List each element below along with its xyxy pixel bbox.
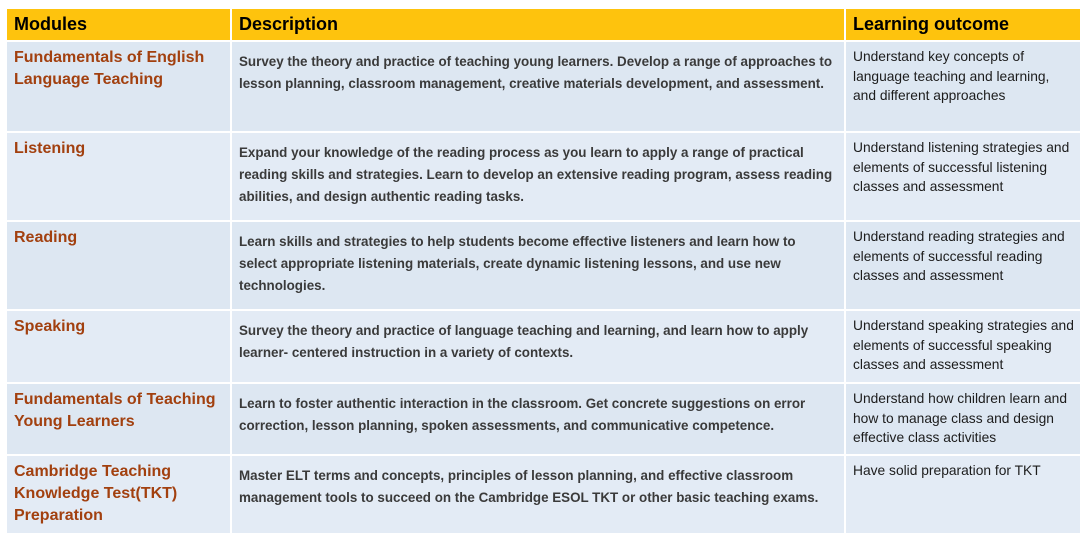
module-name: Listening (7, 133, 230, 220)
header-modules: Modules (7, 9, 230, 40)
module-description: Survey the theory and practice of language teaching and learning, and learn how to apply learner- centered instruction in a variety of contexts. (232, 311, 844, 382)
table-row (7, 133, 1080, 220)
table-row (7, 42, 1080, 131)
module-description: Survey the theory and practice of teaching young learners. Develop a range of approaches to lesson planning, classroom management, creative materials development, and assessment. (232, 42, 844, 131)
learning-outcome: Have solid preparation for TKT (846, 456, 1080, 533)
table-row (7, 384, 1080, 454)
module-name: Cambridge Teaching Knowledge Test(TKT) Preparation (7, 456, 230, 533)
module-name: Reading (7, 222, 230, 309)
learning-outcome: Understand speaking strategies and elements of successful speaking classes and assessment (846, 311, 1080, 382)
header-learning-outcome: Learning outcome (846, 9, 1080, 40)
module-description: Expand your knowledge of the reading process as you learn to apply a range of practical reading skills and strategies. Learn to develop an extensive reading program, assess reading abilities, and design authentic reading tasks. (232, 133, 844, 220)
modules-table (5, 7, 1080, 535)
header-description: Description (232, 9, 844, 40)
learning-outcome: Understand reading strategies and elements of successful reading classes and assessment (846, 222, 1080, 309)
module-name: Fundamentals of English Language Teaching (7, 42, 230, 131)
table-body (7, 42, 1080, 533)
module-description: Learn skills and strategies to help students become effective listeners and learn how to select appropriate listening materials, create dynamic listening lessons, and use new technologies. (232, 222, 844, 309)
learning-outcome: Understand listening strategies and elements of successful listening classes and assessment (846, 133, 1080, 220)
module-description: Learn to foster authentic interaction in the classroom. Get concrete suggestions on error correction, lesson planning, spoken assessments, and communicative competence. (232, 384, 844, 454)
table-header (7, 9, 1080, 40)
module-name: Speaking (7, 311, 230, 382)
module-name: Fundamentals of Teaching Young Learners (7, 384, 230, 454)
learning-outcome: Understand how children learn and how to manage class and design effective class activities (846, 384, 1080, 454)
learning-outcome: Understand key concepts of language teaching and learning, and different approaches (846, 42, 1080, 131)
table-row (7, 222, 1080, 309)
table-row (7, 456, 1080, 533)
table-row (7, 311, 1080, 382)
header-row (7, 9, 1080, 40)
module-description: Master ELT terms and concepts, principles of lesson planning, and effective classroom management tools to succeed on the Cambridge ESOL TKT or other basic teaching exams. (232, 456, 844, 533)
